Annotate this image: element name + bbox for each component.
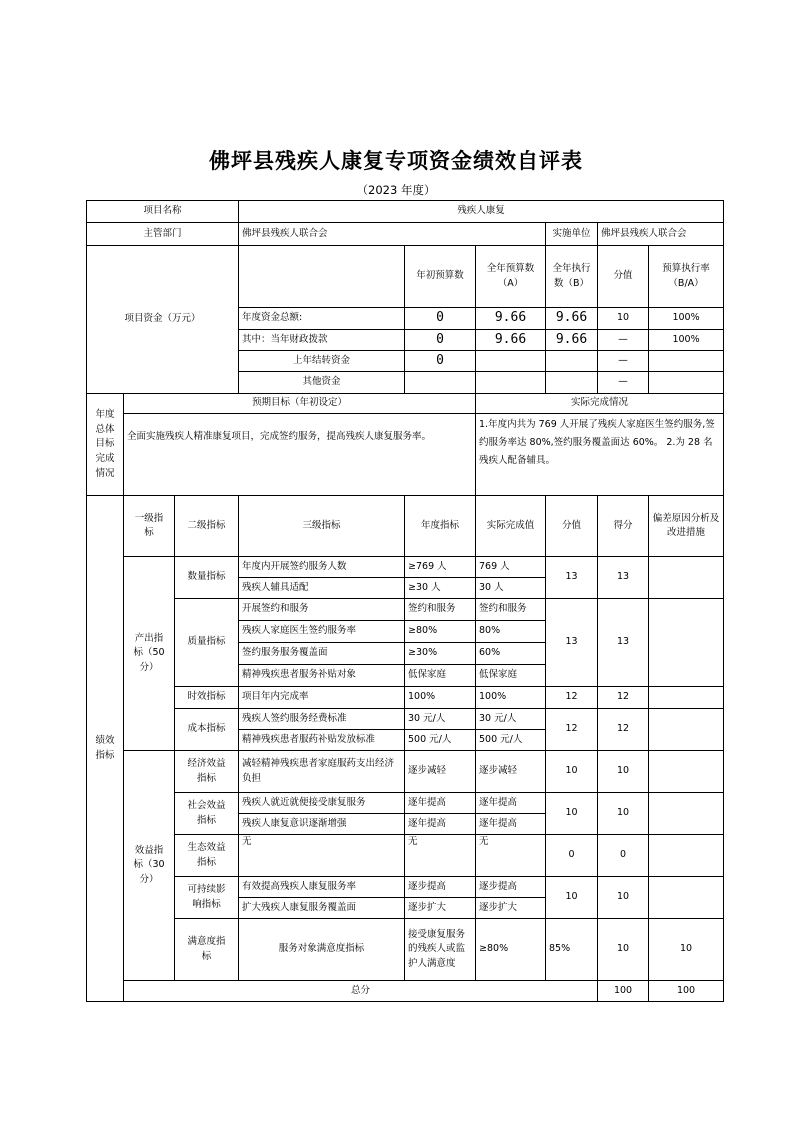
indicator-target: ≥769 人 — [405, 557, 476, 578]
indicator-name: 精神残疾患者服务补贴对象 — [239, 665, 405, 687]
indicators-header-level2: 二级指标 — [175, 496, 239, 557]
indicator-target: 签约和服务 — [405, 599, 476, 621]
sustainable-score: 10 — [598, 877, 649, 919]
indicator-actual: 逐步提高 — [476, 877, 546, 898]
goal-expected-header: 预期目标（年初设定） — [124, 394, 476, 414]
funds-header-initial: 年初预算数 — [405, 246, 476, 308]
timeliness-score: 12 — [598, 687, 649, 709]
cost-value: 12 — [546, 709, 598, 751]
goal-actual-header: 实际完成情况 — [476, 394, 724, 414]
goal-actual-text: 1.年度内共为 769 人开展了残疾人家庭医生签约服务,签约服务率达 80%,签约服务覆盖面达 60%。 2.为 28 名残疾人配备辅具。 — [476, 414, 724, 496]
indicator-name: 残疾人康复意识逐渐增强 — [239, 814, 405, 835]
indicator-target: 逐步提高 — [405, 877, 476, 898]
funds-header-exec-rate: 预算执行率（B/A） — [649, 246, 724, 308]
funds-row-budget — [476, 372, 546, 394]
funds-row-rate: 100% — [649, 330, 724, 351]
dept-value: 佛坪县残疾人联合会 — [239, 223, 546, 246]
evaluation-table — [86, 200, 724, 1002]
total-score: 100 — [649, 981, 724, 1002]
indicators-header-value: 分值 — [546, 496, 598, 557]
service-score: 10 — [649, 919, 724, 981]
funds-row-rate — [649, 372, 724, 394]
indicator-name: 扩大残疾人康复服务覆盖面 — [239, 898, 405, 919]
output-indicators-label: 产出指标（50 分） — [124, 557, 175, 751]
indicator-target: ≥30% — [405, 643, 476, 665]
indicator-target: ≥80% — [476, 919, 546, 981]
indicator-name: 有效提高残疾人康复服务率 — [239, 877, 405, 898]
project-name-value: 残疾人康复 — [239, 201, 724, 223]
funds-row-exec: 9.66 — [546, 330, 598, 351]
indicator-actual: 逐年提高 — [476, 793, 546, 814]
indicators-header-level1: 一级指标 — [124, 496, 175, 557]
funds-row-exec — [546, 351, 598, 372]
economic-deviation — [649, 751, 724, 793]
funds-row-initial: 0 — [405, 351, 476, 372]
indicator-actual: 无 — [476, 835, 546, 877]
total-label: 总分 — [124, 981, 598, 1002]
indicator-target: 100% — [405, 687, 476, 709]
timeliness-indicator-label: 时效指标 — [175, 687, 239, 709]
indicator-name: 残疾人签约服务经费标准 — [239, 709, 405, 730]
quality-score: 13 — [598, 599, 649, 687]
indicator-name: 签约服务服务覆盖面 — [239, 643, 405, 665]
goal-label: 年度总体目标完成情况 — [87, 394, 124, 496]
ecological-deviation — [649, 835, 724, 877]
funds-row-label: 上年结转资金 — [239, 351, 405, 372]
sustainable-indicator-label: 可持续影响指标 — [175, 877, 239, 919]
cost-deviation — [649, 709, 724, 751]
indicator-target: 500 元/人 — [405, 730, 476, 751]
funds-row-budget: 9.66 — [476, 308, 546, 330]
funds-label: 项目资金（万元） — [87, 246, 239, 394]
funds-row-value: 10 — [598, 308, 649, 330]
funds-row-rate: 100% — [649, 308, 724, 330]
cost-score: 12 — [598, 709, 649, 751]
sustainable-value: 10 — [546, 877, 598, 919]
funds-row-exec — [546, 372, 598, 394]
quality-deviation — [649, 599, 724, 687]
indicators-header-actual: 实际完成值 — [476, 496, 546, 557]
indicator-actual: 逐年提高 — [476, 814, 546, 835]
funds-header-score-value: 分值 — [598, 246, 649, 308]
funds-row-initial — [405, 372, 476, 394]
indicator-name: 开展签约和服务 — [239, 599, 405, 621]
social-score: 10 — [598, 793, 649, 835]
indicator-actual: 30 元/人 — [476, 709, 546, 730]
funds-row-rate — [649, 351, 724, 372]
economic-indicator-label: 经济效益指标 — [175, 751, 239, 793]
year-subtitle: （2023 年度） — [356, 183, 436, 197]
project-name-label: 项目名称 — [87, 201, 239, 223]
timeliness-value: 12 — [546, 687, 598, 709]
ecological-indicator-label: 生态效益指标 — [175, 835, 239, 877]
cost-indicator-label: 成本指标 — [175, 709, 239, 751]
indicator-actual: 30 人 — [476, 578, 546, 599]
page-title: 佛坪县残疾人康复专项资金绩效自评表 — [209, 148, 583, 173]
dept-label: 主管部门 — [87, 223, 239, 246]
indicator-name: 年度内开展签约服务人数 — [239, 557, 405, 578]
indicator-name: 无 — [239, 835, 405, 877]
goal-expected-text: 全面实施残疾人精准康复项目，完成签约服务，提高残疾人康复服务率。 — [124, 414, 476, 496]
funds-row-value: — — [598, 330, 649, 351]
sustainable-deviation — [649, 877, 724, 919]
quantity-deviation — [649, 557, 724, 599]
impl-value: 佛坪县残疾人联合会 — [598, 223, 724, 246]
social-deviation — [649, 793, 724, 835]
funds-row-label: 其中：当年财政拨款 — [239, 330, 405, 351]
indicator-actual: 769 人 — [476, 557, 546, 578]
funds-row-value: — — [598, 351, 649, 372]
indicator-actual: 签约和服务 — [476, 599, 546, 621]
quality-indicator-label: 质量指标 — [175, 599, 239, 687]
indicator-name: 精神残疾患者服药补贴发放标准 — [239, 730, 405, 751]
quantity-score: 13 — [598, 557, 649, 599]
total-value: 100 — [598, 981, 649, 1002]
funds-header-annual-exec: 全年执行数（B） — [546, 246, 598, 308]
funds-row-budget: 9.66 — [476, 330, 546, 351]
ecological-score: 0 — [598, 835, 649, 877]
indicator-actual: 逐步扩大 — [476, 898, 546, 919]
social-indicator-label: 社会效益指标 — [175, 793, 239, 835]
funds-row-label: 年度资金总额: — [239, 308, 405, 330]
social-value: 10 — [546, 793, 598, 835]
service-value: 10 — [598, 919, 649, 981]
indicators-header-deviation: 偏差原因分析及改进措施 — [649, 496, 724, 557]
ecological-value: 0 — [546, 835, 598, 877]
funds-row-budget — [476, 351, 546, 372]
indicator-actual: 逐步减轻 — [476, 751, 546, 793]
indicators-label: 绩效指标 — [87, 496, 124, 1002]
funds-header-annual-budget: 全年预算数（A） — [476, 246, 546, 308]
indicator-actual: 100% — [476, 687, 546, 709]
economic-value: 10 — [546, 751, 598, 793]
indicator-actual: 60% — [476, 643, 546, 665]
indicator-name: 项目年内完成率 — [239, 687, 405, 709]
indicator-target: 30 元/人 — [405, 709, 476, 730]
funds-row-initial: 0 — [405, 308, 476, 330]
funds-row-exec: 9.66 — [546, 308, 598, 330]
indicator-actual: 500 元/人 — [476, 730, 546, 751]
benefit-indicators-label: 效益指标（30 分） — [124, 751, 175, 981]
timeliness-deviation — [649, 687, 724, 709]
quantity-value: 13 — [546, 557, 598, 599]
indicator-target: 逐年提高 — [405, 814, 476, 835]
quantity-indicator-label: 数量指标 — [175, 557, 239, 599]
indicator-target: 逐步扩大 — [405, 898, 476, 919]
service-indicator-label: 服务对象满意度指标 — [239, 919, 405, 981]
impl-label: 实施单位 — [546, 223, 598, 246]
indicator-name: 残疾人就近就便接受康复服务 — [239, 793, 405, 814]
indicator-target: 逐步减轻 — [405, 751, 476, 793]
funds-row-value: — — [598, 372, 649, 394]
indicator-actual: 85% — [546, 919, 598, 981]
indicator-target: ≥30 人 — [405, 578, 476, 599]
funds-header-blank — [239, 246, 405, 308]
indicator-target: ≥80% — [405, 621, 476, 643]
indicators-header-level3: 三级指标 — [239, 496, 405, 557]
indicator-name: 残疾人辅具适配 — [239, 578, 405, 599]
indicator-target: 无 — [405, 835, 476, 877]
quality-value: 13 — [546, 599, 598, 687]
funds-row-label: 其他资金 — [239, 372, 405, 394]
indicators-header-score: 得分 — [598, 496, 649, 557]
indicator-target: 逐年提高 — [405, 793, 476, 814]
indicator-target: 低保家庭 — [405, 665, 476, 687]
indicator-name: 减轻精神残疾患者家庭服药支出经济负担 — [239, 751, 405, 793]
indicator-name: 残疾人家庭医生签约服务率 — [239, 621, 405, 643]
indicators-header-annual: 年度指标 — [405, 496, 476, 557]
indicator-actual: 80% — [476, 621, 546, 643]
economic-score: 10 — [598, 751, 649, 793]
indicator-actual: 低保家庭 — [476, 665, 546, 687]
satisfaction-indicators-label: 满意度指标 — [175, 919, 239, 981]
funds-row-initial: 0 — [405, 330, 476, 351]
indicator-name: 接受康复服务的残疾人或监护人满意度 — [405, 919, 476, 981]
